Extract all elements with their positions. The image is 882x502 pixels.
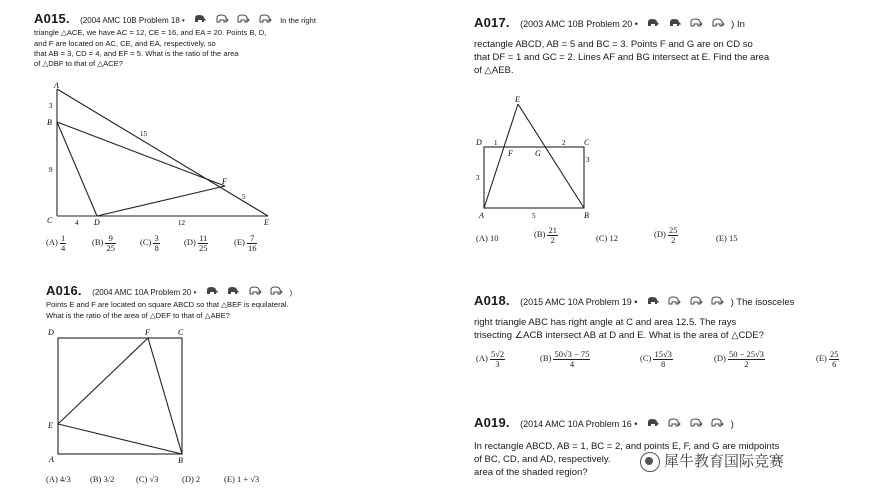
vertex-label-f: F [222, 177, 227, 186]
choice-e[interactable]: (E) $\frac{7}{16}$ [234, 233, 257, 253]
problem-text: and F are located on AC, CE, and EA, respectively, so [34, 38, 216, 48]
problem-source: (2015 AMC 10A Problem 19 • [520, 297, 638, 308]
figure-a016 [44, 326, 194, 466]
segment-bd [57, 122, 97, 216]
vertex-label-a: A [479, 211, 484, 220]
vertex-label-d: D [476, 138, 482, 147]
length-label: 5 [532, 212, 536, 220]
difficulty-icons [645, 14, 726, 32]
length-label: 12 [178, 219, 185, 227]
choice-c[interactable]: (C) 12 [596, 233, 618, 243]
vertex-label-a: A [54, 81, 59, 90]
length-label: 2 [562, 139, 566, 147]
problem-a017: A017. (2003 AMC 10B Problem 20 • ) In rectangle ABCD, AB = 5 and BC = 3. Points F and G are on CD so that DF = 1 and GC = 2. Lines AF and BG intersect at E. Find the area of △AEB. [474, 14, 844, 77]
choice-e[interactable]: (E) 1 + √3 [224, 474, 260, 484]
elephant-icon [645, 296, 660, 306]
problem-text: What is the ratio of the area of △DEF to that of △ABE? [46, 310, 230, 320]
vertex-label-d: D [94, 218, 100, 227]
answer-choices [476, 350, 856, 382]
problem-text: Points E and F are located on square ABCD so that △BEF is equilateral. [46, 300, 289, 310]
watermark: 犀牛教育国际竞赛 [640, 450, 784, 472]
vertex-label-b: B [584, 211, 589, 220]
problem-id: A015. [34, 11, 70, 27]
problem-text: right triangle ABC has right angle at C and area 12.5. The rays [474, 317, 737, 329]
segment-fb [148, 338, 182, 454]
choice-a[interactable]: (A) 4/3 [46, 474, 71, 484]
difficulty-icons [645, 414, 726, 432]
vertex-label-f: F [145, 328, 150, 337]
choice-b[interactable]: (B) 3/2 [90, 474, 115, 484]
elephant-icon [666, 418, 681, 428]
choice-d[interactable]: (D) $\frac{50 - 25√3}{2}$ [714, 349, 764, 369]
problem-text: trisecting ∠ACB intersect AB at D and E. What is the area of △CDE? [474, 330, 764, 342]
segment-eb [58, 424, 182, 454]
difficulty-icons [192, 10, 273, 28]
problem-a018: A018. (2015 AMC 10A Problem 19 • ) The isosceles right triangle ABC has right angle at C and area 12.5. The rays trisecting ∠ACB intersect AB at D and E. What is the area of △CDE? [474, 292, 864, 342]
elephant-icon [235, 14, 250, 24]
elephant-icon [667, 18, 682, 28]
choice-d[interactable]: (D) 2 [182, 474, 201, 484]
rectangle-abcd [484, 147, 584, 208]
choice-a[interactable]: (A) $\frac{5√2}{3}$ [476, 349, 505, 369]
length-label: 3 [586, 156, 590, 164]
elephant-icon [709, 296, 724, 306]
difficulty-icons [645, 292, 726, 310]
choice-d[interactable]: (D) $\frac{25}{2}$ [654, 225, 678, 245]
answer-choices [476, 226, 776, 256]
vertex-label-c: C [178, 328, 184, 337]
elephant-icon [204, 286, 219, 296]
vertex-label-e: E [48, 421, 53, 430]
length-label: 9 [49, 166, 53, 174]
problem-text: In the right [280, 16, 316, 26]
problem-id: A019. [474, 415, 510, 431]
length-label: 4 [75, 219, 79, 227]
length-label: 15 [140, 130, 147, 138]
problem-text: area of the shaded region? [474, 467, 588, 479]
vertex-label-e: E [515, 95, 520, 104]
line-eb [518, 104, 584, 208]
problem-source: (2014 AMC 10A Problem 16 • [520, 419, 638, 430]
elephant-icon [192, 14, 207, 24]
answer-choices [46, 474, 306, 494]
elephant-icon [645, 418, 660, 428]
length-label: 5 [242, 193, 246, 201]
vertex-label-b: B [47, 118, 52, 127]
problem-text: triangle △ACE, we have AC = 12, CE = 16, and EA = 20. Points B, D, [34, 28, 267, 38]
elephant-icon [710, 18, 725, 28]
choice-e[interactable]: (E) $\frac{25}{6}$ [816, 349, 839, 369]
choice-c[interactable]: (C) $\frac{3}{8}$ [140, 233, 159, 253]
elephant-icon [247, 286, 262, 296]
problem-text: of BC, CD, and AD, respectively. [474, 454, 611, 466]
vertex-label-a: A [49, 455, 54, 464]
problem-id: A016. [46, 283, 82, 299]
problem-a019: A019. (2014 AMC 10A Problem 16 • ) In rectangle ABCD, AB = 1, BC = 2, and points E, F, and G are midpoints of BC, CD, and AD, respectively. area of the shaded region? [474, 414, 864, 479]
problem-text: In rectangle ABCD, AB = 1, BC = 2, and points E, F, and G are midpoints [474, 441, 780, 453]
vertex-label-e: E [264, 218, 269, 227]
vertex-label-g: G [535, 149, 541, 158]
length-label: 3 [49, 102, 53, 110]
figure-a017 [474, 92, 604, 222]
elephant-icon [225, 286, 240, 296]
problem-text: that DF = 1 and GC = 2. Lines AF and BG intersect at E. Find the area [474, 52, 770, 64]
vertex-label-d: D [48, 328, 54, 337]
elephant-icon [688, 296, 703, 306]
choice-b[interactable]: (B) $\frac{9}{25}$ [92, 233, 115, 253]
elephant-icon [214, 14, 229, 24]
problem-a015 [34, 10, 374, 70]
choice-a[interactable]: (A) $\frac{1}{4}$ [46, 233, 66, 253]
line-ae [484, 104, 518, 208]
segment-df [97, 186, 225, 216]
problem-text: of △AEB. [474, 65, 514, 77]
elephant-icon [666, 296, 681, 306]
vertex-label-f: F [508, 149, 513, 158]
vertex-label-b: B [178, 456, 183, 465]
problem-source: (2004 AMC 10A Problem 20 • [92, 288, 197, 298]
problem-source: (2003 AMC 10B Problem 20 • [520, 19, 638, 30]
choice-c[interactable]: (C) √3 [136, 474, 159, 484]
choice-e[interactable]: (E) 15 [716, 233, 738, 243]
difficulty-icons [204, 282, 285, 300]
length-label: 1 [494, 139, 498, 147]
elephant-icon [709, 418, 724, 428]
answer-choices [46, 234, 286, 260]
length-label: 3 [476, 174, 480, 182]
problem-a016: A016. (2004 AMC 10A Problem 20 • ) Points E and F are located on square ABCD so that △BEF is equilateral. What is the ratio of the area of △DEF to that of △ABE? [46, 282, 376, 321]
elephant-icon [645, 18, 660, 28]
elephant-icon [268, 286, 283, 296]
choice-b[interactable]: (B) $\frac{50√3 - 75}{4}$ [540, 349, 590, 369]
segment-ef [58, 338, 148, 424]
square-abcd [58, 338, 182, 454]
figure-a015 [40, 80, 280, 230]
problem-id: A018. [474, 293, 510, 309]
problem-text: rectangle ABCD, AB = 5 and BC = 3. Points F and G are on CD so [474, 39, 753, 51]
elephant-icon [688, 18, 703, 28]
elephant-icon [257, 14, 272, 24]
problem-text: of △DBF to that of △ACE? [34, 59, 123, 69]
vertex-label-c: C [584, 138, 590, 147]
problem-source: (2004 AMC 10B Problem 18 • [80, 16, 185, 26]
problem-text: that AB = 3, CD = 4, and EF = 5. What is the ratio of the area [34, 49, 239, 59]
choice-d[interactable]: (D) $\frac{11}{25}$ [184, 233, 208, 253]
vertex-label-c: C [47, 216, 53, 225]
wechat-logo-icon [640, 452, 660, 472]
choice-b[interactable]: (B) $\frac{21}{2}$ [534, 225, 557, 245]
elephant-icon [688, 418, 703, 428]
choice-a[interactable]: (A) 10 [476, 233, 499, 243]
problem-id: A017. [474, 15, 510, 31]
choice-c[interactable]: (C) $\frac{15√3}{8}$ [640, 349, 672, 369]
